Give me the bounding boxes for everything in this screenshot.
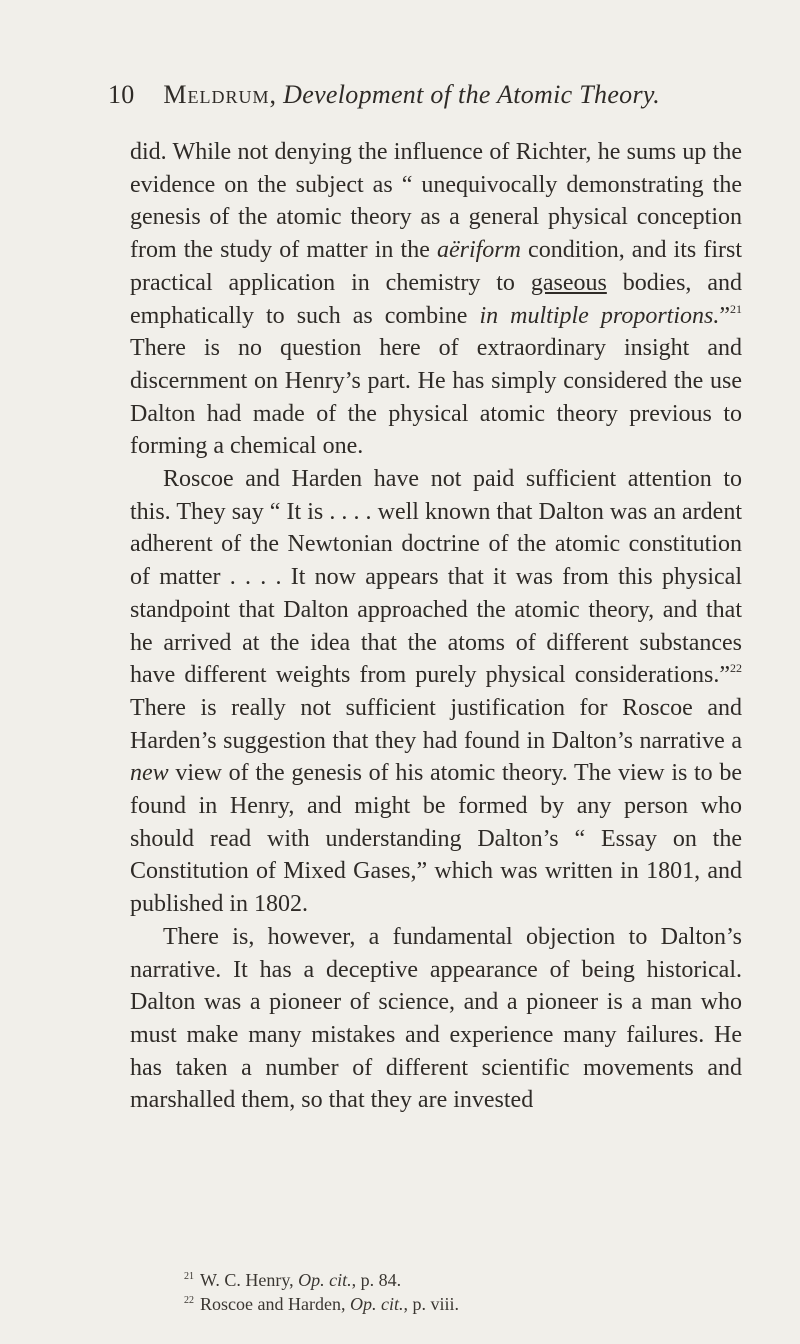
- italic-term: aëriform: [436, 237, 521, 264]
- body-text: [130, 136, 742, 1117]
- running-head-author: Meldrum: [163, 80, 270, 109]
- paragraph-3: There is, however, a fundamental objection to Dalton’s narrative. It has a deceptive appearance of being historical. Dalton was a pioneer of science, and a pioneer is a man who must make many mistakes and experience many failures. He has taken a number of different scientific movements and marshalled them, so that they are invested: [130, 923, 742, 1114]
- running-header: 10 Meldrum, Development of the Atomic Theory.: [108, 80, 661, 109]
- underlined-term: gaseous: [530, 269, 607, 296]
- italic-term: new: [130, 760, 169, 787]
- italic-phrase: in multiple proportions.: [479, 302, 720, 329]
- footnote: $^{22}$ Roscoe and Harden, Op. cit., p. viii.: [184, 1294, 459, 1314]
- page-number: 10: [108, 80, 135, 109]
- paragraph-1: did. While not denying the influence of Richter, he sums up the evidence on the subject as “ unequivocally demonstrating the genesis of the atomic theory as a general physical conception from the study of matter in the aëriform condition, and its first practical application in chemistry to gaseous bodies, and emphatically to such as combine in multiple proportions.”$^{21}$ There is no question here of extraordinary insight and discernment on Henry’s part. He has simply considered the use Dalton had made of the physical atomic theory previous to forming a chemical one.: [130, 139, 742, 460]
- paragraph-2: Roscoe and Harden have not paid sufficient attention to this. They say “ It is . . . . well known that Dalton was an ardent adherent of the Newtonian doctrine of the atomic constitution of matter . . . . It now appears that it was from this physical standpoint that Dalton approached the atomic theory, and that he arrived at the idea that the atoms of different substances have different weights from purely physical considerations.”$^{22}$ There is really not sufficient justification for Roscoe and Harden’s suggestion that they had found in Dalton’s narrative a new view of the genesis of his atomic theory. The view is to be found in Henry, and might be formed by any person who should read with understanding Dalton’s “ Essay on the Constitution of Mixed Gases,” which was written in 1801, and published in 1802.: [130, 466, 742, 918]
- footnote-number: 21: [184, 1271, 194, 1282]
- footnote-ref[interactable]: 21: [730, 301, 742, 316]
- running-head-title: Development of the Atomic Theory.: [283, 80, 661, 109]
- footnote-ref[interactable]: 22: [730, 661, 742, 676]
- footnote-number: 22: [184, 1295, 194, 1306]
- footnotes: [130, 1268, 742, 1316]
- footnote: $^{21}$ W. C. Henry, Op. cit., p. 84.: [184, 1270, 402, 1290]
